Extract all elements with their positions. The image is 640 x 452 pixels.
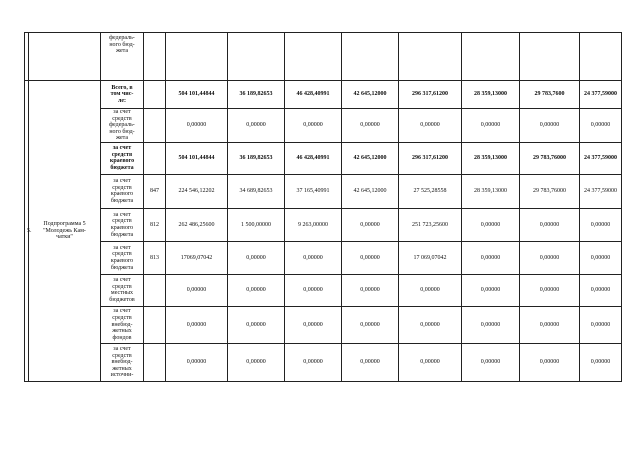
amount-cell bbox=[228, 81, 285, 109]
amount-cell bbox=[520, 241, 580, 274]
amount-value: 0,00000 bbox=[590, 287, 611, 294]
amount-value: 0,00000 bbox=[480, 287, 501, 294]
amount-value: 36 189,82653 bbox=[239, 155, 273, 162]
amount-value: 0,00000 bbox=[480, 254, 501, 261]
amount-cell bbox=[580, 343, 622, 381]
funding-source-cell bbox=[101, 306, 144, 343]
funding-source-label: за счет средств краевого бюджета bbox=[109, 145, 135, 172]
amount-value: 0,00000 bbox=[246, 122, 266, 129]
amount-value: 1 500,00000 bbox=[241, 221, 271, 228]
amount-value: 296 317,61200 bbox=[412, 91, 448, 98]
funding-source-label: за счет средств внебюд- жетных фондов bbox=[111, 308, 133, 341]
amount-cell bbox=[285, 241, 342, 274]
amount-value: 29 783,7600 bbox=[534, 91, 565, 98]
funding-source-cell bbox=[101, 109, 144, 143]
amount-value: 42 645,12000 bbox=[353, 188, 387, 195]
amount-cell bbox=[399, 109, 462, 143]
budget-code-cell bbox=[144, 241, 166, 274]
amount-value: 0,00000 bbox=[590, 122, 611, 129]
amount-value: 0,00000 bbox=[420, 122, 440, 129]
amount-cell bbox=[166, 142, 228, 174]
amount-cell bbox=[462, 208, 520, 241]
amount-cell bbox=[166, 81, 228, 109]
amount-cell bbox=[580, 306, 622, 343]
amount-cell bbox=[285, 343, 342, 381]
budget-code-cell bbox=[144, 306, 166, 343]
amount-cell bbox=[462, 343, 520, 381]
amount-cell bbox=[462, 142, 520, 174]
amount-cell bbox=[166, 306, 228, 343]
budget-code-cell bbox=[144, 208, 166, 241]
budget-code-cell bbox=[144, 81, 166, 109]
table-row bbox=[25, 81, 622, 109]
amount-value: 0,00000 bbox=[360, 321, 380, 328]
amount-value: 0,00000 bbox=[420, 287, 440, 294]
amount-cell bbox=[285, 306, 342, 343]
amount-cell bbox=[285, 109, 342, 143]
amount-value: 262 486,25600 bbox=[178, 221, 215, 228]
amount-value: 0,00000 bbox=[539, 359, 560, 366]
amount-value: 0,00000 bbox=[590, 254, 611, 261]
amount-value: 0,00000 bbox=[246, 321, 266, 328]
amount-cell bbox=[342, 274, 399, 306]
amount-cell bbox=[342, 306, 399, 343]
amount-value: 0,00000 bbox=[360, 254, 380, 261]
funding-source-label: за счет средств краевого бюджета bbox=[110, 178, 134, 205]
amount-cell bbox=[399, 241, 462, 274]
funding-source-label: за счет средств краевого бюджета bbox=[110, 244, 134, 271]
table-cell bbox=[520, 33, 580, 81]
amount-cell bbox=[462, 241, 520, 274]
amount-cell bbox=[399, 208, 462, 241]
amount-value: 296 317,61200 bbox=[412, 155, 448, 162]
amount-cell bbox=[580, 174, 622, 208]
funding-source-cell bbox=[101, 33, 144, 81]
amount-value: 34 689,82653 bbox=[239, 188, 273, 195]
funding-source-label: за счет средств местных бюджетов bbox=[109, 277, 135, 304]
amount-value: 42 645,12000 bbox=[353, 155, 387, 162]
amount-value: 0,00000 bbox=[246, 359, 266, 366]
amount-cell bbox=[520, 343, 580, 381]
amount-cell bbox=[580, 208, 622, 241]
amount-cell bbox=[399, 81, 462, 109]
amount-value: 0,00000 bbox=[303, 287, 323, 294]
amount-value: 0,00000 bbox=[480, 359, 501, 366]
amount-value: 0,00000 bbox=[246, 287, 266, 294]
amount-value: 28 359,13000 bbox=[474, 91, 507, 98]
amount-value: 0,00000 bbox=[420, 359, 440, 366]
amount-cell bbox=[520, 142, 580, 174]
budget-code: 812 bbox=[150, 221, 159, 228]
amount-value: 0,00000 bbox=[539, 254, 560, 261]
table-row bbox=[25, 208, 622, 241]
amount-cell bbox=[342, 109, 399, 143]
amount-cell bbox=[580, 274, 622, 306]
amount-value: 27 525,28558 bbox=[413, 188, 447, 195]
table-cell bbox=[29, 33, 101, 81]
budget-code-cell bbox=[144, 142, 166, 174]
amount-cell bbox=[228, 343, 285, 381]
amount-value: 0,00000 bbox=[246, 254, 266, 261]
amount-value: 251 723,25600 bbox=[412, 221, 448, 228]
amount-cell bbox=[342, 142, 399, 174]
funding-source-cell bbox=[101, 241, 144, 274]
budget-code-cell bbox=[144, 343, 166, 381]
funding-source-label: федераль- ного бюд- жета bbox=[109, 35, 135, 55]
table-row bbox=[25, 343, 622, 381]
amount-cell bbox=[166, 343, 228, 381]
amount-value: 42 645,12000 bbox=[353, 91, 387, 98]
amount-cell bbox=[520, 306, 580, 343]
amount-cell bbox=[166, 208, 228, 241]
funding-source-cell bbox=[101, 274, 144, 306]
amount-value: 0,00000 bbox=[480, 321, 501, 328]
amount-cell bbox=[462, 109, 520, 143]
amount-value: 0,00000 bbox=[186, 321, 207, 328]
table-row bbox=[25, 306, 622, 343]
funding-source-label: за счет средств краевого бюджета bbox=[110, 211, 134, 238]
amount-cell bbox=[228, 274, 285, 306]
funding-source-label: за счет средств внебюд- жетных источни- bbox=[110, 345, 134, 379]
funding-source-cell bbox=[101, 81, 144, 109]
amount-cell bbox=[399, 343, 462, 381]
amount-cell bbox=[228, 241, 285, 274]
amount-value: 0,00000 bbox=[539, 321, 560, 328]
amount-value: 46 428,40991 bbox=[296, 91, 330, 98]
amount-value: 0,00000 bbox=[303, 254, 323, 261]
amount-cell bbox=[342, 81, 399, 109]
budget-code: 813 bbox=[150, 254, 159, 261]
amount-cell bbox=[342, 343, 399, 381]
amount-cell bbox=[285, 142, 342, 174]
amount-cell bbox=[399, 306, 462, 343]
table-row bbox=[25, 174, 622, 208]
table-cell bbox=[285, 33, 342, 81]
amount-value: 0,00000 bbox=[360, 221, 380, 228]
amount-cell bbox=[166, 274, 228, 306]
amount-value: 28 359,13000 bbox=[474, 155, 507, 162]
amount-value: 0,00000 bbox=[303, 359, 323, 366]
funding-source-cell bbox=[101, 208, 144, 241]
amount-value: 0,00000 bbox=[590, 321, 611, 328]
amount-cell bbox=[342, 174, 399, 208]
table-cell bbox=[166, 33, 228, 81]
table-row bbox=[25, 142, 622, 174]
budget-code: 847 bbox=[150, 188, 159, 195]
amount-value: 24 377,59000 bbox=[584, 91, 617, 98]
amount-value: 0,00000 bbox=[303, 321, 323, 328]
amount-cell bbox=[285, 174, 342, 208]
amount-cell bbox=[462, 81, 520, 109]
funding-source-label: за счет средств федераль- ного бюд- жета bbox=[109, 109, 135, 142]
budget-code-cell bbox=[144, 109, 166, 143]
amount-value: 0,00000 bbox=[590, 221, 611, 228]
amount-cell bbox=[520, 81, 580, 109]
amount-value: 0,00000 bbox=[590, 359, 611, 366]
amount-value: 0,00000 bbox=[539, 122, 560, 129]
amount-value: 0,00000 bbox=[186, 122, 207, 129]
amount-value: 24 377,59000 bbox=[584, 188, 617, 195]
amount-cell bbox=[285, 81, 342, 109]
amount-cell bbox=[520, 208, 580, 241]
table-cell bbox=[144, 33, 166, 81]
amount-cell bbox=[580, 241, 622, 274]
funding-source-cell bbox=[101, 343, 144, 381]
table-row bbox=[25, 241, 622, 274]
amount-value: 0,00000 bbox=[480, 221, 501, 228]
amount-cell bbox=[520, 274, 580, 306]
amount-cell bbox=[228, 306, 285, 343]
amount-cell bbox=[580, 142, 622, 174]
amount-cell bbox=[166, 174, 228, 208]
amount-cell bbox=[228, 174, 285, 208]
table-cell bbox=[580, 33, 622, 81]
amount-value: 0,00000 bbox=[539, 221, 560, 228]
amount-value: 29 783,76000 bbox=[533, 188, 566, 195]
top-continuation-row bbox=[25, 33, 622, 81]
amount-cell bbox=[520, 174, 580, 208]
amount-value: 504 101,44844 bbox=[178, 155, 215, 162]
amount-value: 504 101,44844 bbox=[178, 91, 215, 98]
amount-value: 224 546,12202 bbox=[178, 188, 215, 195]
amount-cell bbox=[399, 174, 462, 208]
budget-table-page bbox=[24, 32, 621, 383]
amount-cell bbox=[228, 109, 285, 143]
amount-cell bbox=[228, 208, 285, 241]
table-cell bbox=[228, 33, 285, 81]
funding-source-cell bbox=[101, 174, 144, 208]
funding-source-label: Всего, в том чис- ле: bbox=[110, 84, 134, 104]
amount-value: 24 377,59000 bbox=[584, 155, 617, 162]
table-cell bbox=[342, 33, 399, 81]
amount-cell bbox=[342, 208, 399, 241]
amount-value: 17069,07042 bbox=[180, 254, 213, 261]
table-row bbox=[25, 274, 622, 306]
amount-cell bbox=[166, 241, 228, 274]
amount-cell bbox=[166, 109, 228, 143]
amount-cell bbox=[285, 274, 342, 306]
amount-cell bbox=[580, 81, 622, 109]
program-name: Подпрограмма 5 "Молодежь Кам- чатки" bbox=[43, 221, 86, 241]
amount-value: 0,00000 bbox=[360, 359, 380, 366]
table-cell bbox=[462, 33, 520, 81]
amount-value: 0,00000 bbox=[360, 122, 380, 129]
amount-cell bbox=[462, 274, 520, 306]
amount-value: 0,00000 bbox=[186, 359, 207, 366]
amount-cell bbox=[342, 241, 399, 274]
budget-code-cell bbox=[144, 174, 166, 208]
row-number: 5. bbox=[27, 227, 32, 234]
amount-value: 0,00000 bbox=[539, 287, 560, 294]
amount-value: 36 189,82653 bbox=[239, 91, 273, 98]
amount-value: 29 783,76000 bbox=[533, 155, 566, 162]
amount-cell bbox=[228, 142, 285, 174]
program-name-cell bbox=[29, 81, 101, 382]
amount-value: 0,00000 bbox=[303, 122, 323, 129]
amount-cell bbox=[399, 274, 462, 306]
funding-source-cell bbox=[101, 142, 144, 174]
amount-cell bbox=[580, 109, 622, 143]
amount-value: 0,00000 bbox=[186, 287, 207, 294]
amount-cell bbox=[399, 142, 462, 174]
amount-value: 28 359,13000 bbox=[474, 188, 507, 195]
table-row bbox=[25, 109, 622, 143]
amount-value: 0,00000 bbox=[480, 122, 501, 129]
amount-cell bbox=[462, 306, 520, 343]
budget-code-cell bbox=[144, 274, 166, 306]
amount-value: 37 165,40991 bbox=[296, 188, 330, 195]
amount-value: 46 428,40991 bbox=[296, 155, 330, 162]
amount-value: 0,00000 bbox=[420, 321, 440, 328]
amount-value: 0,00000 bbox=[360, 287, 380, 294]
budget-table bbox=[24, 32, 622, 382]
amount-cell bbox=[285, 208, 342, 241]
amount-cell bbox=[520, 109, 580, 143]
amount-cell bbox=[462, 174, 520, 208]
table-cell bbox=[399, 33, 462, 81]
amount-value: 17 069,07042 bbox=[413, 254, 447, 261]
amount-value: 9 263,00000 bbox=[298, 221, 328, 228]
